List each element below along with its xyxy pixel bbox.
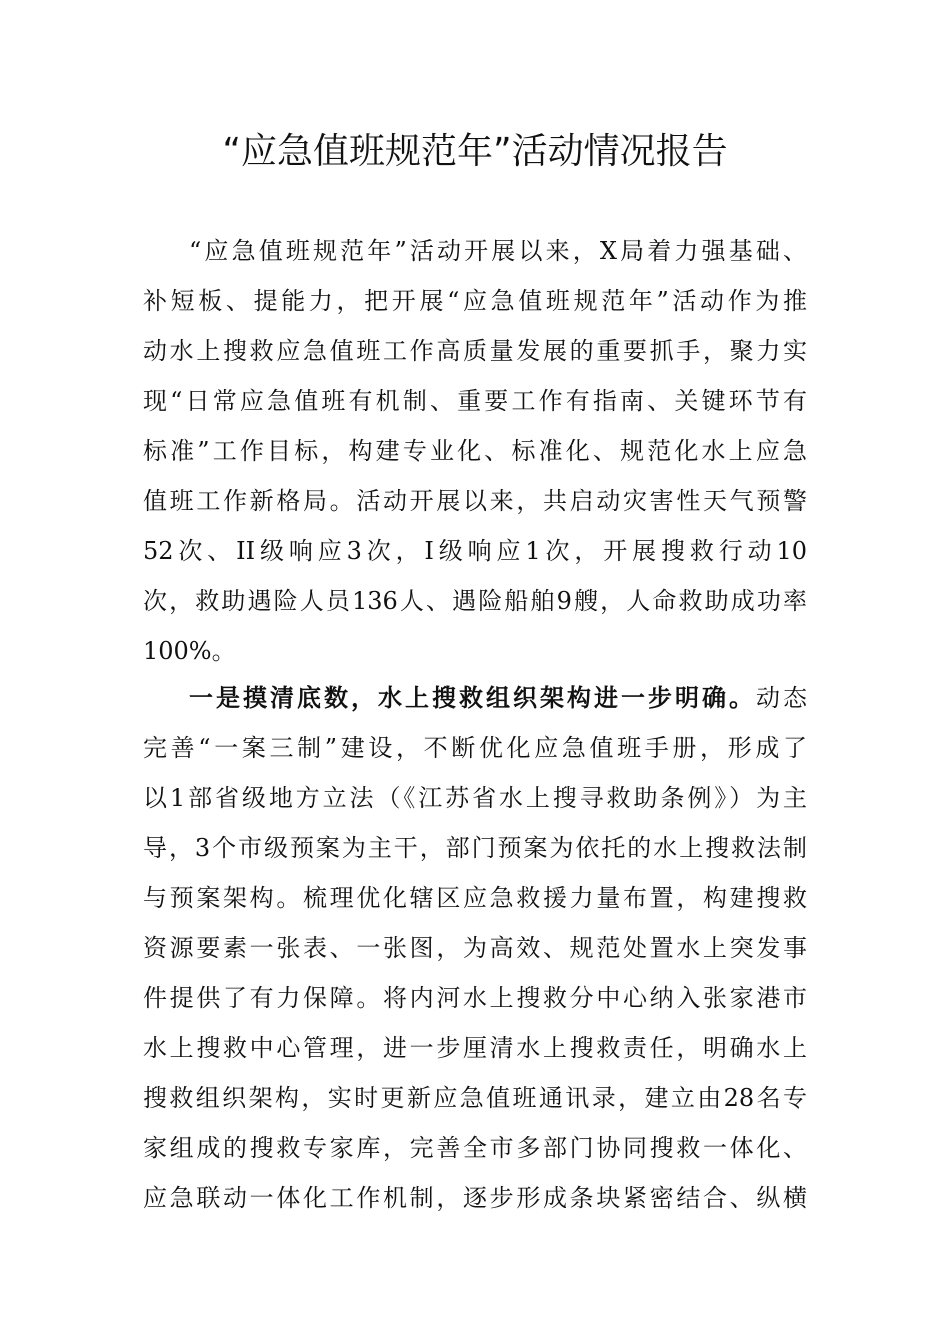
paragraph-line: 值班工作新格局。活动开展以来，共启动灾害性天气预警 xyxy=(143,487,807,515)
section-one-first-line-rest: 动态 xyxy=(756,684,807,712)
paragraph-line: 应急联动一体化工作机制，逐步形成条块紧密结合、纵横 xyxy=(143,1184,807,1212)
document-title: “应急值班规范年”活动情况报告 xyxy=(222,131,728,172)
paragraph-line: 搜救组织架构，实时更新应急值班通讯录，建立由28名专 xyxy=(143,1084,807,1112)
paragraph-line: 动水上搜救应急值班工作高质量发展的重要抓手，聚力实 xyxy=(143,337,807,365)
paragraph-line: 现“日常应急值班有机制、重要工作有指南、关键环节有 xyxy=(143,387,807,415)
paragraph-line: 与预案架构。梳理优化辖区应急救援力量布置，构建搜救 xyxy=(143,884,807,912)
section-one-paragraph xyxy=(143,673,807,1223)
paragraph-line: 52次、II级响应3次，Ⅰ级响应1次，开展搜救行动10 xyxy=(143,537,807,565)
paragraph-line: “应急值班规范年”活动开展以来，X局着力强基础、 xyxy=(189,237,807,265)
section-one-heading: 一是摸清底数，水上搜救组织架构进一步明确。 xyxy=(189,684,756,712)
paragraph-line: 导，3个市级预案为主干，部门预案为依托的水上搜救法制 xyxy=(143,834,807,862)
paragraph-line: 完善“一案三制”建设，不断优化应急值班手册，形成了 xyxy=(143,734,807,762)
paragraph-line: 标准”工作目标，构建专业化、标准化、规范化水上应急 xyxy=(143,437,807,465)
paragraph-line: 次，救助遇险人员136人、遇险船舶9艘，人命救助成功率 xyxy=(143,587,807,615)
paragraph-line: 100%。 xyxy=(143,637,236,665)
paragraph-line: 家组成的搜救专家库，完善全市多部门协同搜救一体化、 xyxy=(143,1134,807,1162)
paragraph-line: 补短板、提能力，把开展“应急值班规范年”活动作为推 xyxy=(143,287,807,315)
paragraph-line: 以1部省级地方立法（《江苏省水上搜寻救助条例》）为主 xyxy=(143,784,807,812)
intro-paragraph xyxy=(143,226,807,676)
section-one-first-line xyxy=(143,673,807,723)
paragraph-line: 件提供了有力保障。将内河水上搜救分中心纳入张家港市 xyxy=(143,984,807,1012)
paragraph-line: 水上搜救中心管理，进一步厘清水上搜救责任，明确水上 xyxy=(143,1034,807,1062)
paragraph-line: 资源要素一张表、一张图，为高效、规范处置水上突发事 xyxy=(143,934,807,962)
